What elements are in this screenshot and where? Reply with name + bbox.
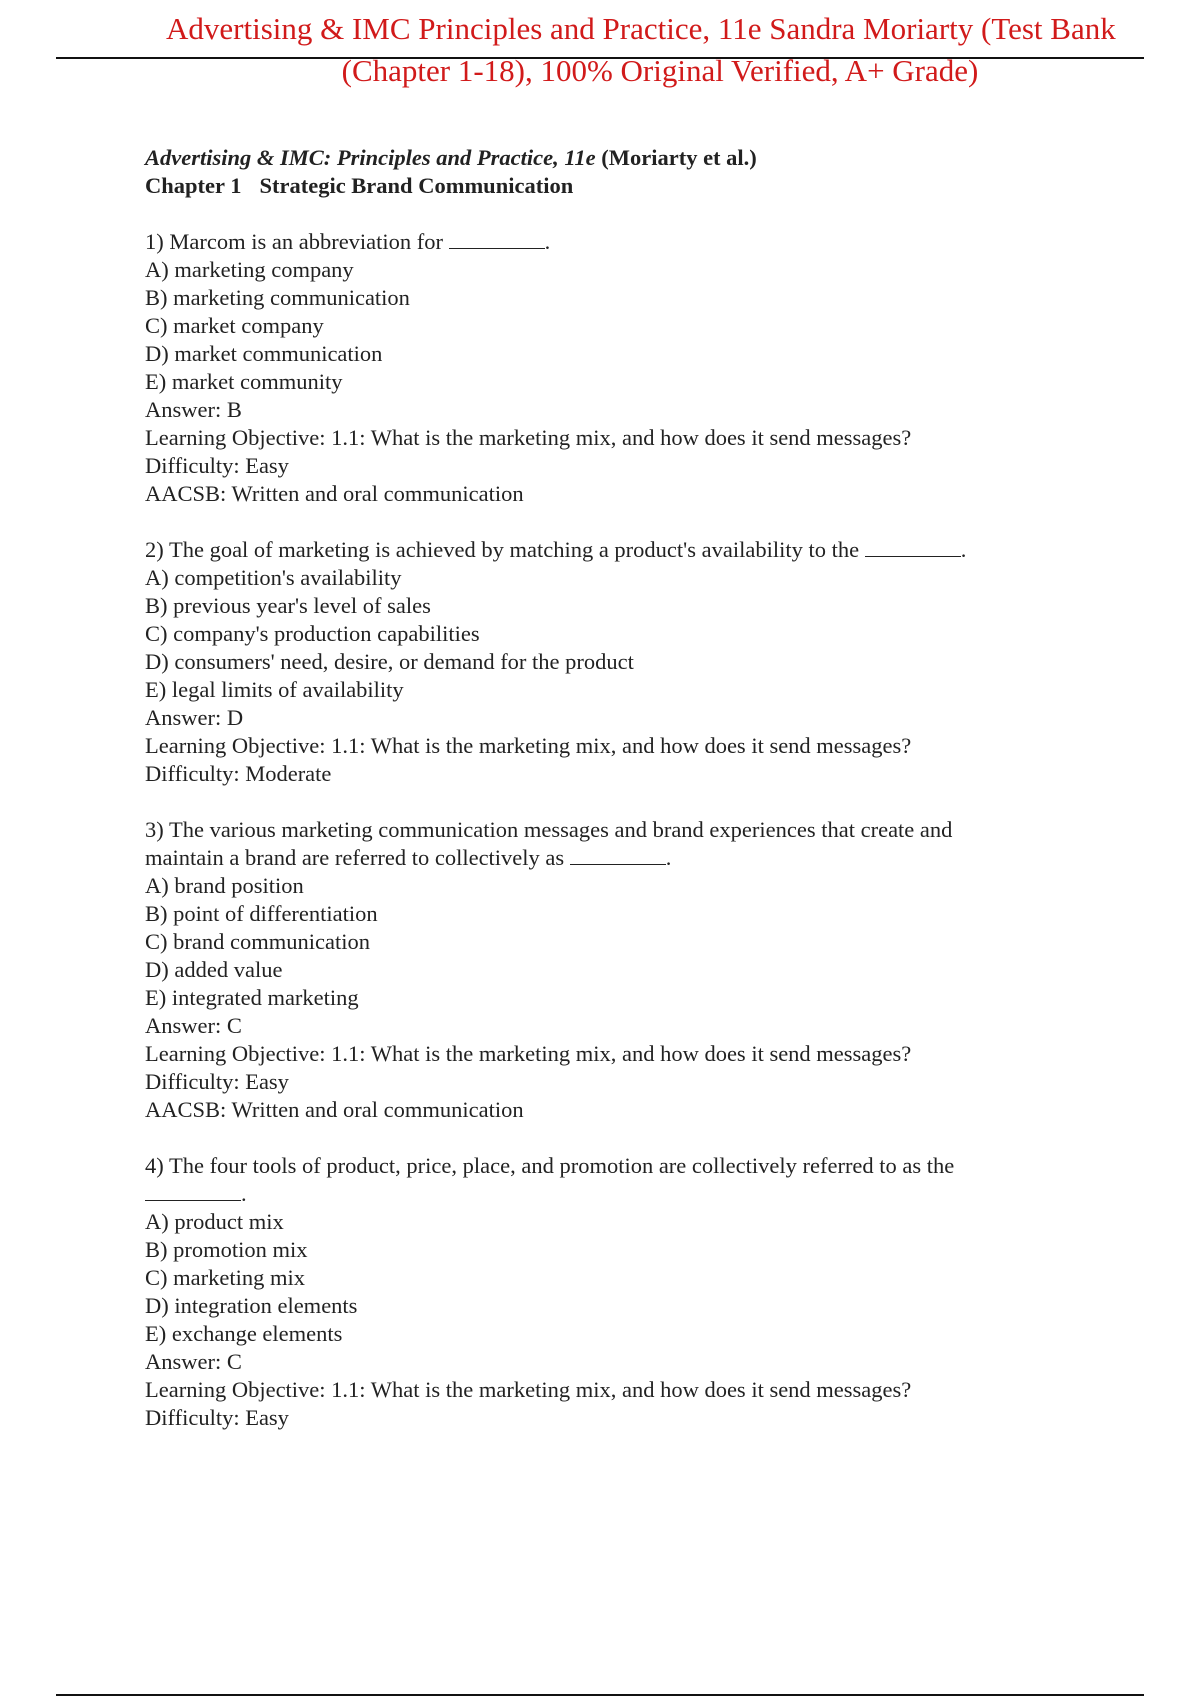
document-body — [145, 144, 1145, 1432]
chapter-name: Strategic Brand Communication — [259, 173, 574, 198]
footer-divider — [56, 1694, 1144, 1696]
option-d: D) added value — [145, 957, 283, 982]
question-punct: . — [960, 537, 967, 562]
option-e: E) integrated marketing — [145, 985, 359, 1010]
option-e: E) exchange elements — [145, 1321, 343, 1346]
question-punct: . — [241, 1181, 247, 1206]
book-title: Advertising & IMC: Principles and Practice, 11e — [145, 145, 596, 170]
option-b: B) previous year's level of sales — [145, 593, 431, 618]
learning-objective: Learning Objective: 1.1: What is the marketing mix, and how does it send messages? — [145, 1377, 912, 1402]
option-d: D) market communication — [145, 341, 383, 366]
header-title-line2: (Chapter 1-18), 100% Original Verified, A+ Grade) — [341, 53, 979, 88]
option-b: B) marketing communication — [145, 285, 410, 310]
question-stem-line2 — [145, 844, 1145, 872]
option-a: A) marketing company — [145, 257, 354, 282]
option-a: A) product mix — [145, 1209, 284, 1234]
option-e: E) legal limits of availability — [145, 677, 404, 702]
answer-blank — [865, 538, 961, 557]
option-e: E) market community — [145, 369, 343, 394]
learning-objective: Learning Objective: 1.1: What is the marketing mix, and how does it send messages? — [145, 425, 912, 450]
difficulty: Difficulty: Easy — [145, 1405, 289, 1430]
question-text: maintain a brand are referred to collectively as — [145, 845, 565, 870]
option-c: C) market company — [145, 313, 324, 338]
question-1 — [145, 228, 1145, 508]
header-title-line1: Advertising & IMC Principles and Practice, 11e Sandra Moriarty (Test Bank — [166, 11, 1116, 46]
aacsb: AACSB: Written and oral communication — [145, 1097, 524, 1122]
question-stem-line2 — [145, 1180, 1145, 1208]
question-punct: . — [544, 229, 551, 254]
question-text: 1) Marcom is an abbreviation for — [145, 229, 444, 254]
answer-blank — [449, 230, 545, 249]
question-3 — [145, 816, 1145, 1124]
option-d: D) integration elements — [145, 1293, 358, 1318]
chapter-heading — [145, 172, 1145, 200]
option-a: A) brand position — [145, 873, 304, 898]
answer-line: Answer: B — [145, 397, 242, 422]
option-c: C) marketing mix — [145, 1265, 305, 1290]
book-citation — [145, 144, 1145, 172]
aacsb: AACSB: Written and oral communication — [145, 481, 524, 506]
question-text: 2) The goal of marketing is achieved by matching a product's availability to the — [145, 537, 860, 562]
option-a: A) competition's availability — [145, 565, 402, 590]
answer-blank — [570, 846, 666, 865]
option-b: B) promotion mix — [145, 1237, 308, 1262]
answer-line: Answer: D — [145, 705, 244, 730]
learning-objective: Learning Objective: 1.1: What is the marketing mix, and how does it send messages? — [145, 1041, 912, 1066]
question-stem — [145, 536, 1145, 564]
option-b: B) point of differentiation — [145, 901, 378, 926]
answer-blank — [145, 1182, 241, 1201]
question-stem-line1: 4) The four tools of product, price, place, and promotion are collectively referred to as the — [145, 1153, 955, 1178]
answer-line: Answer: C — [145, 1349, 242, 1374]
option-d: D) consumers' need, desire, or demand for the product — [145, 649, 634, 674]
learning-objective: Learning Objective: 1.1: What is the marketing mix, and how does it send messages? — [145, 733, 912, 758]
difficulty: Difficulty: Easy — [145, 1069, 289, 1094]
option-c: C) company's production capabilities — [145, 621, 480, 646]
difficulty: Difficulty: Moderate — [145, 761, 332, 786]
difficulty: Difficulty: Easy — [145, 453, 289, 478]
question-stem-line1: 3) The various marketing communication messages and brand experiences that create and — [145, 817, 953, 842]
book-authors: (Moriarty et al.) — [601, 145, 757, 170]
question-2 — [145, 536, 1145, 788]
answer-line: Answer: C — [145, 1013, 242, 1038]
chapter-label: Chapter 1 — [145, 173, 242, 198]
question-stem — [145, 228, 1145, 256]
option-c: C) brand communication — [145, 929, 370, 954]
question-punct: . — [665, 845, 672, 870]
question-4 — [145, 1152, 1145, 1432]
